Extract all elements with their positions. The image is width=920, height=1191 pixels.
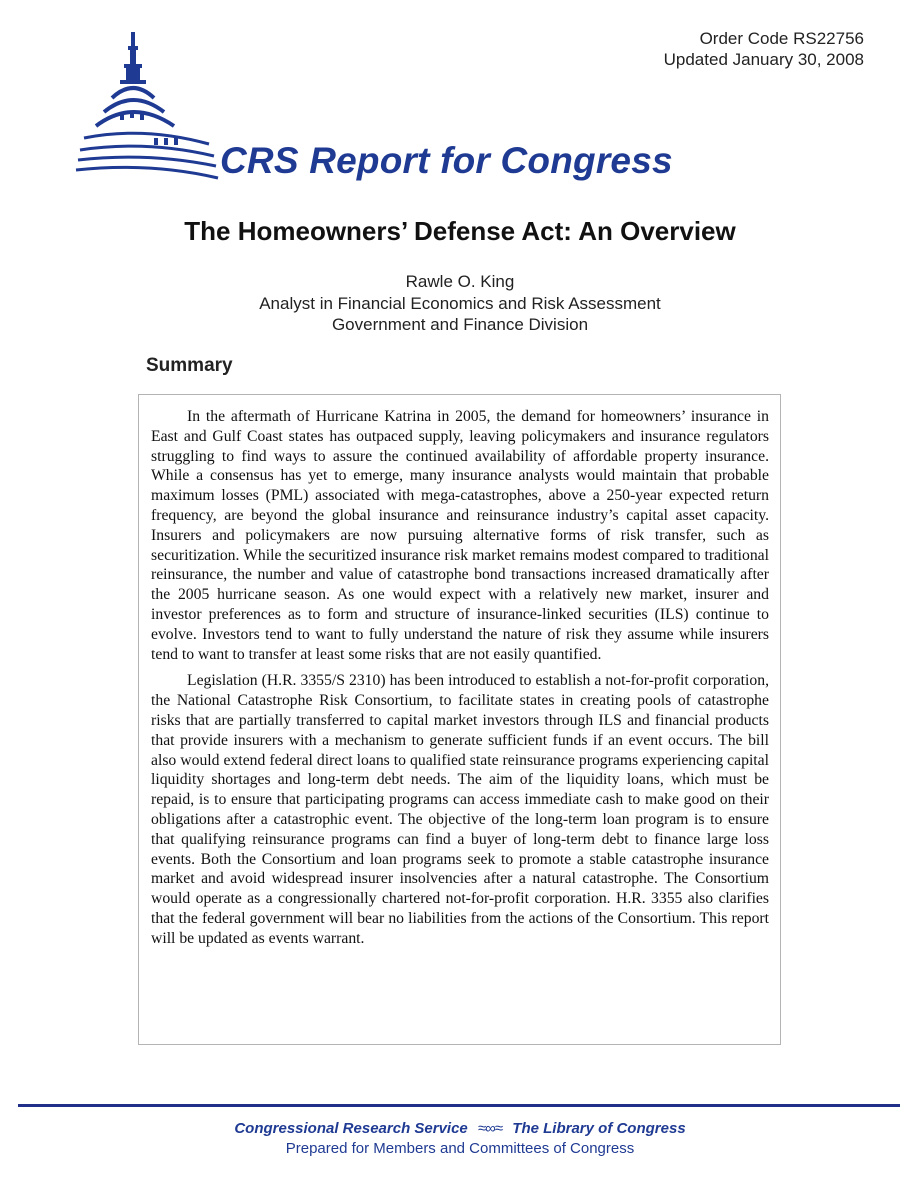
summary-paragraph: In the aftermath of Hurricane Katrina in 2005, the demand for homeowners’ insurance in East and Gulf Coast states has outpaced supply, leaving policymakers and insurance regulators struggling to find ways to assure the continued availability of affordable property insurance. While a consensus has yet to emerge, many insurance analysts would maintain that probable maximum losses (PML) associated with mega-catastrophes, above a 250-year expected return frequency, are beyond the global insurance and reinsurance industry’s capital asset capacity. Insurers and policymakers are now pursuing alternative forms of risk transfer, such as securitization. While the securitized insurance risk market remains modest compared to traditional reinsurance, the number and value of catastrophe bond transactions increased dramatically after the 2005 hurricane season. As one would expect with a relatively new market, insurer and investor preferences as to form and structure of insurance-linked securities (ILS) continue to evolve. Investors tend to want to fully understand the nature of risk they assume while insurers tend to want to transfer at least some risks that are not easily quantified. (151, 408, 769, 663)
order-code: Order Code RS22756 (699, 29, 864, 48)
document-title: The Homeowners’ Defense Act: An Overview (184, 216, 736, 246)
ornament-icon: ≈∞≈ (477, 1120, 503, 1137)
footer-prepared: Prepared for Members and Committees of Congress (285, 1140, 635, 1157)
footer-rule (18, 1104, 900, 1107)
order-code-block (664, 28, 864, 70)
updated-date: Updated January 30, 2008 (663, 50, 864, 69)
footer-service: Congressional Research Service (234, 1120, 468, 1137)
report-series-title: CRS Report for Congress (220, 140, 673, 181)
summary-heading: Summary (146, 355, 233, 376)
author-division: Government and Finance Division (331, 315, 589, 334)
author-name: Rawle O. King (405, 272, 515, 291)
summary-paragraph: Legislation (H.R. 3355/S 2310) has been introduced to establish a not-for-profit corporation, the National Catastrophe Risk Consortium, to facilitate states in creating pools of catastrophe risks that are partially transferred to capital market investors through ILS and financial products that provide insurers with a mechanism to generate sufficient funds if an event occurs. The bill also would extend federal direct loans to qualified state reinsurance programs experiencing capital liquidity shortages and long-term debt needs. The aim of the liquidity loans, which must be repaid, is to ensure that participating programs can access immediate cash to make good on their obligations after a catastrophic event. The objective of the long-term loan program is to ensure that qualifying reinsurance programs can find a buyer of long-term debt to finance large loss events. Both the Consortium and loan programs seek to promote a stable catastrophe insurance market and avoid widespread insurer insolvencies after a natural catastrophe. The Consortium would operate as a congressionally chartered not-for-profit corporation. H.R. 3355 also clarifies that the federal government will bear no liabilities from the actions of the Consortium. This report will be updated as events warrant. (151, 672, 769, 947)
footer-publisher-line (0, 1120, 920, 1137)
capitol-dome-icon (74, 28, 224, 190)
author-title: Analyst in Financial Economics and Risk Assessment (259, 293, 661, 313)
footer-library: The Library of Congress (512, 1120, 686, 1137)
summary-box (138, 394, 781, 1045)
author-block (0, 271, 920, 336)
